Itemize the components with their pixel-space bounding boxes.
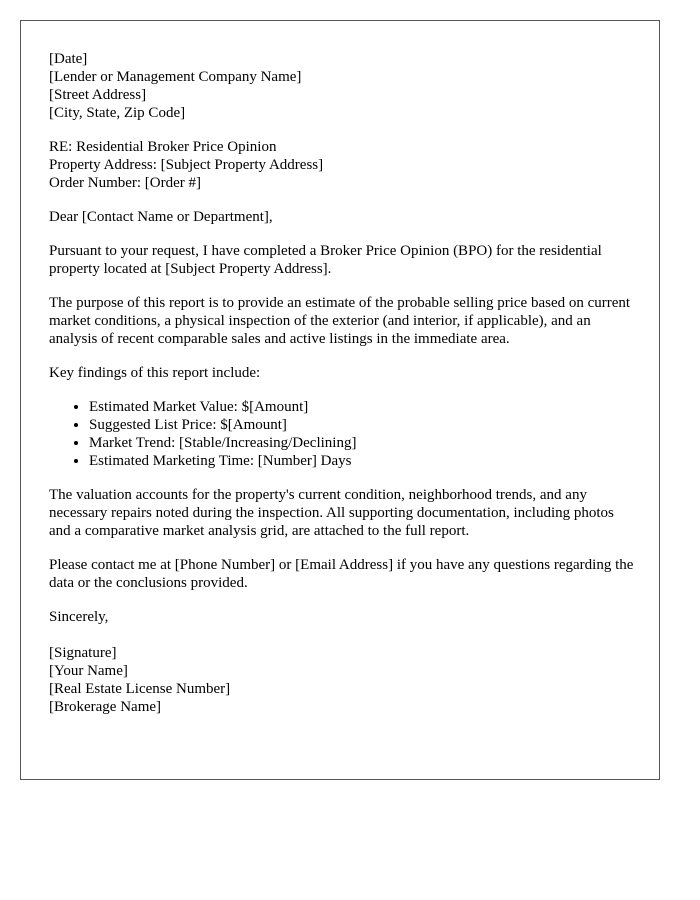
order-number-line: Order Number: [Order #] — [49, 175, 202, 191]
contact-paragraph: Please contact me at [Phone Number] or [Email Address] if you have any questions regarding the data or the conclusions provided. — [49, 557, 634, 591]
finding-market-value: • Estimated Market Value: $[Amount] — [89, 398, 639, 416]
name-line: [Your Name] — [49, 663, 128, 679]
city-state-zip-line: [City, State, Zip Code] — [49, 105, 186, 121]
letter-body — [49, 50, 639, 732]
finding-marketing-time: • Estimated Marketing Time: [Number] Days — [89, 452, 639, 470]
subject-line: RE: Residential Broker Price Opinion — [49, 139, 277, 155]
company-line: [Lender or Management Company Name] — [49, 69, 302, 85]
signature-block — [49, 644, 639, 716]
license-line: [Real Estate License Number] — [49, 681, 231, 697]
valuation-paragraph: The valuation accounts for the property's current condition, neighborhood trends, and any necessary repairs noted during the inspection. All supporting documentation, including photos and a comparative market analysis grid, are attached to the full report. — [49, 487, 614, 539]
date-line: [Date] — [49, 51, 88, 67]
recipient-block — [49, 50, 639, 122]
salutation: Dear [Contact Name or Department], — [49, 209, 273, 225]
letter-page — [20, 20, 660, 780]
purpose-paragraph: The purpose of this report is to provide an estimate of the probable selling price based on current market conditions, a physical inspection of the exterior (and interior, if applicable), and an analysis of recent comparable sales and active listings in the immediate area. — [49, 295, 631, 347]
reference-block — [49, 138, 639, 192]
finding-market-trend: • Market Trend: [Stable/Increasing/Declining] — [89, 434, 639, 452]
key-findings-intro: Key findings of this report include: — [49, 365, 261, 381]
signature-line: [Signature] — [49, 645, 117, 661]
intro-paragraph: Pursuant to your request, I have completed a Broker Price Opinion (BPO) for the residential property located at [Subject Property Address]. — [49, 243, 602, 277]
street-line: [Street Address] — [49, 87, 147, 103]
property-address-line: Property Address: [Subject Property Address] — [49, 157, 324, 173]
key-findings-list — [49, 398, 639, 470]
finding-list-price: • Suggested List Price: $[Amount] — [89, 416, 639, 434]
brokerage-line: [Brokerage Name] — [49, 699, 162, 715]
closing: Sincerely, — [49, 609, 109, 625]
